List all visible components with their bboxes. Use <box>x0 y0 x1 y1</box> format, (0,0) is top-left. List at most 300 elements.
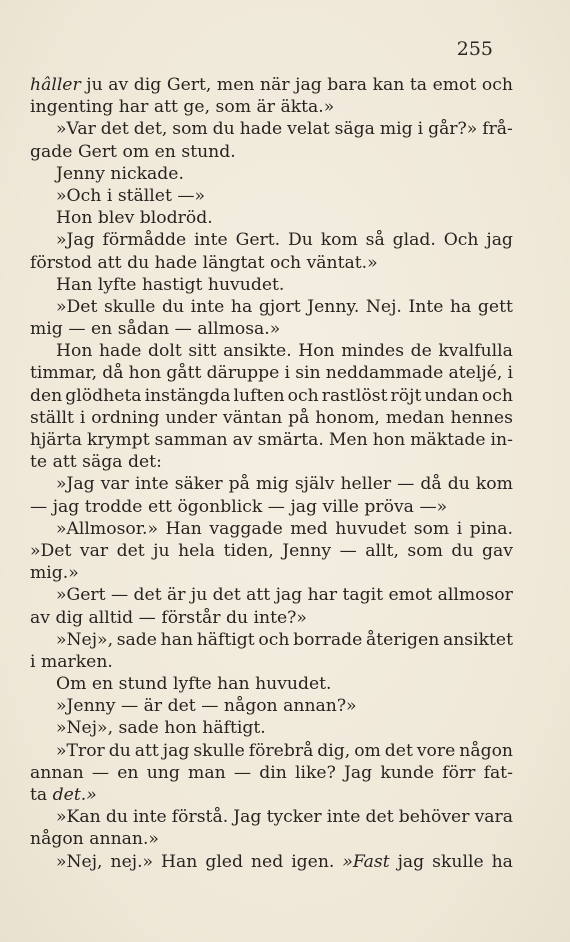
word: inte <box>133 807 167 828</box>
word: mäktade <box>410 430 486 450</box>
word: Hon <box>56 208 93 229</box>
word: han <box>217 674 250 695</box>
text-line <box>30 185 513 207</box>
word: hjärta <box>30 430 83 450</box>
word: Hon <box>56 341 93 362</box>
word: »Tror <box>56 740 105 761</box>
word: blev <box>97 208 135 229</box>
word: förmådde <box>102 230 187 251</box>
word: i <box>284 363 291 384</box>
word: — <box>120 696 139 717</box>
word: vara <box>474 807 513 828</box>
word: röjt <box>390 385 422 406</box>
word: Gert <box>77 141 117 162</box>
word: marken. <box>41 651 113 672</box>
word: någon <box>459 740 513 761</box>
word: sin <box>295 363 321 384</box>
word: förstå. <box>171 807 229 828</box>
word: hela <box>178 540 216 561</box>
word: mig <box>255 474 289 495</box>
word: säker <box>174 474 223 495</box>
word: inte <box>134 474 169 495</box>
word: sade <box>116 629 157 650</box>
word: en <box>154 141 176 162</box>
word: Jenny. <box>307 296 360 317</box>
text-line <box>30 141 513 163</box>
text-line <box>30 851 513 873</box>
word: en <box>91 319 113 340</box>
word: det <box>100 119 129 140</box>
word: heller <box>340 474 392 495</box>
text-line <box>30 740 513 762</box>
word: — <box>91 762 110 783</box>
word: ned <box>250 851 284 872</box>
word: så <box>365 230 385 251</box>
word: pina. <box>469 518 513 539</box>
text-line <box>30 385 513 407</box>
word: en <box>117 762 139 783</box>
word: »Fast <box>342 851 390 872</box>
word: »Det <box>56 296 98 317</box>
text-line <box>30 784 513 806</box>
word: själv <box>294 474 335 495</box>
word: hon <box>372 430 406 450</box>
word: i <box>30 651 36 672</box>
word: huvudet. <box>255 674 332 695</box>
word: han <box>160 629 194 650</box>
word: stund. <box>181 141 236 162</box>
word: frå- <box>482 119 513 140</box>
word: kvalfulla <box>438 341 513 362</box>
word: like? <box>295 762 336 783</box>
word: förebrå <box>248 740 314 761</box>
word: då <box>420 474 442 495</box>
word: »Jenny <box>56 696 116 717</box>
word: — <box>267 496 285 517</box>
word: »Allmosor.» <box>56 518 159 539</box>
word: förstod <box>30 252 93 273</box>
word: hade <box>239 119 283 140</box>
word: under <box>165 407 217 428</box>
word: dig <box>55 607 83 628</box>
word: dig, <box>317 740 351 761</box>
word: som <box>413 518 450 539</box>
text-line <box>30 673 513 695</box>
word: på <box>288 407 310 428</box>
word: huvudet <box>335 518 407 539</box>
word: Jenny <box>282 540 332 561</box>
text-line <box>30 762 513 784</box>
word: och <box>258 629 290 650</box>
word: det <box>167 696 196 717</box>
word: annan.» <box>89 829 159 850</box>
text-line <box>30 629 513 651</box>
word: »Gert <box>56 585 106 606</box>
word: du <box>127 252 150 273</box>
word: glödheta <box>65 385 142 406</box>
word: i <box>417 119 424 140</box>
word: häftigt. <box>202 718 266 739</box>
word: är <box>256 97 275 118</box>
word: din <box>259 762 287 783</box>
word: ha <box>449 296 472 317</box>
word: Jag <box>233 807 262 828</box>
word: men <box>216 75 255 95</box>
word: hon <box>164 718 197 739</box>
word: kom <box>320 230 358 251</box>
word: stället <box>117 185 172 206</box>
word: var <box>79 540 109 561</box>
word: honom, <box>315 407 380 428</box>
word: i <box>106 185 113 206</box>
word: hade <box>98 341 142 362</box>
page-number: 255 <box>456 38 493 60</box>
word: — <box>30 496 48 517</box>
word: gjort <box>258 296 301 317</box>
text-line <box>30 651 513 673</box>
text-line <box>30 96 513 118</box>
word: vore <box>416 740 456 761</box>
word: skulle <box>432 851 484 872</box>
text-line <box>30 340 513 362</box>
word: ju <box>86 75 103 95</box>
word: kan <box>372 75 405 95</box>
word: ju <box>153 540 170 561</box>
word: smärta. <box>257 430 324 450</box>
word: förstår <box>161 607 221 628</box>
word: ögonblick <box>177 496 263 517</box>
word: krympt <box>87 430 150 450</box>
word: Han <box>56 274 93 295</box>
word: en <box>91 674 114 695</box>
word: sitt <box>188 341 217 362</box>
word: vaggade <box>209 518 283 539</box>
text-line <box>30 806 513 828</box>
word: —» <box>177 185 206 206</box>
word: det <box>116 540 145 561</box>
word: du <box>162 296 185 317</box>
word: och <box>481 75 513 95</box>
word: ordning <box>91 407 160 428</box>
word: luften <box>233 385 285 406</box>
word: ville <box>322 496 359 517</box>
text-line <box>30 407 513 429</box>
word: ung <box>146 762 180 783</box>
word: att <box>246 585 271 606</box>
word: har <box>118 97 149 118</box>
text-line <box>30 717 513 739</box>
word: inte?» <box>253 607 307 628</box>
word: — <box>174 319 192 340</box>
word: du <box>108 740 131 761</box>
text-line <box>30 562 513 584</box>
word: Du <box>287 230 313 251</box>
text-line <box>30 540 513 562</box>
word: — <box>68 319 86 340</box>
word: fat- <box>483 762 513 783</box>
word: ingenting <box>30 97 114 118</box>
word: någon <box>30 829 84 850</box>
word: gade <box>30 141 73 162</box>
word: du <box>447 474 470 495</box>
word: ateljé, <box>448 363 503 384</box>
word: dolt <box>148 341 182 362</box>
word: var <box>100 474 129 495</box>
word: Inte <box>408 296 444 317</box>
word: lyfte <box>173 674 212 695</box>
word: rastlöst <box>321 385 388 406</box>
word: in- <box>490 430 513 450</box>
text-line <box>30 74 513 96</box>
word: det: <box>127 452 162 473</box>
text-line <box>30 473 513 495</box>
word: »Jag <box>56 474 95 495</box>
word: mindes <box>341 341 405 362</box>
text-line <box>30 229 513 251</box>
text-line <box>30 274 513 296</box>
word: ha <box>491 851 513 872</box>
word: jag <box>290 496 318 517</box>
word: — <box>339 540 357 561</box>
text-line <box>30 518 513 540</box>
word: som <box>215 97 252 118</box>
word: »Jag <box>56 230 95 251</box>
word: i <box>79 407 86 428</box>
word: nickade. <box>110 163 184 184</box>
word: du <box>105 807 128 828</box>
word: på <box>228 474 250 495</box>
word: som <box>172 119 208 140</box>
word: det <box>133 585 162 606</box>
word: det, <box>133 119 168 140</box>
text-line <box>30 362 513 384</box>
word: jag <box>486 230 513 251</box>
text-line <box>30 584 513 606</box>
word: samman <box>154 430 228 450</box>
word: hâller <box>30 75 81 95</box>
word: gled <box>205 851 243 872</box>
word: det <box>365 807 394 828</box>
word: instängda <box>144 385 231 406</box>
word: Om <box>56 674 87 695</box>
word: emot <box>432 75 477 95</box>
word: väntat.» <box>306 252 378 273</box>
word: »Det <box>30 540 72 561</box>
word: hon <box>128 363 162 384</box>
word: ansikte. <box>223 341 292 362</box>
word: alltid <box>88 607 134 628</box>
word: »Nej, <box>56 851 103 872</box>
word: av <box>232 430 253 450</box>
word: ställt <box>30 407 74 428</box>
word: av <box>30 607 50 628</box>
word: återigen <box>365 629 440 650</box>
word: »Var <box>56 119 96 140</box>
word: förr <box>442 762 476 783</box>
word: är <box>167 585 186 606</box>
word: allmosor <box>437 585 513 606</box>
word: — <box>138 607 156 628</box>
word: trodde <box>84 496 143 517</box>
word: jag <box>397 851 425 872</box>
text-line <box>30 207 513 229</box>
word: timmar, <box>30 363 98 384</box>
word: sådan <box>117 319 170 340</box>
word: hastigt <box>141 274 203 295</box>
word: skulle <box>103 296 156 317</box>
word: inte <box>190 296 225 317</box>
word: jag <box>52 496 80 517</box>
word: »Nej», <box>56 718 114 739</box>
word: Nej. <box>365 296 402 317</box>
text-line <box>30 163 513 185</box>
word: är <box>143 696 163 717</box>
word: och <box>270 252 302 273</box>
text-line <box>30 496 513 518</box>
word: som <box>407 540 443 561</box>
word: då <box>102 363 124 384</box>
word: jag <box>295 75 322 95</box>
word: mig <box>379 119 413 140</box>
word: de <box>410 341 432 362</box>
word: den <box>30 385 63 406</box>
word: hade <box>154 252 198 273</box>
word: kunde <box>380 762 435 783</box>
word: däruppe <box>206 363 280 384</box>
word: du <box>212 119 235 140</box>
word: ta <box>409 75 428 95</box>
word: att <box>134 740 159 761</box>
word: att <box>153 97 178 118</box>
word: annan?» <box>283 696 357 717</box>
word: när <box>260 75 290 95</box>
word: gett <box>477 296 513 317</box>
word: det.» <box>52 785 97 805</box>
word: te <box>30 452 48 473</box>
word: pröva <box>364 496 414 517</box>
word: om <box>354 740 381 761</box>
word: i <box>507 363 513 384</box>
word: blodröd. <box>139 208 213 229</box>
word: kom <box>475 474 513 495</box>
word: i <box>456 518 463 539</box>
word: säga <box>334 119 375 140</box>
word: emot <box>388 585 433 606</box>
word: att <box>97 252 122 273</box>
word: Men <box>328 430 368 450</box>
word: gav <box>481 540 513 561</box>
word: det <box>212 585 241 606</box>
text-line <box>30 318 513 340</box>
word: du <box>225 607 249 628</box>
word: väntan <box>222 407 283 428</box>
text-line <box>30 429 513 451</box>
word: —» <box>419 496 448 517</box>
word: häftigt <box>196 629 255 650</box>
text-line <box>30 451 513 473</box>
word: undan <box>424 385 479 406</box>
word: inte <box>194 230 228 251</box>
word: äkta.» <box>280 97 335 118</box>
word: Gert, <box>166 75 212 95</box>
word: säga <box>82 452 123 473</box>
word: ansiktet <box>442 629 513 650</box>
word: jag <box>275 585 303 606</box>
word: tagit <box>342 585 384 606</box>
word: mig.» <box>30 563 79 584</box>
word: stund <box>118 674 168 695</box>
text-line <box>30 695 513 717</box>
word: och <box>481 385 513 406</box>
word: det <box>384 740 413 761</box>
word: behöver <box>398 807 470 828</box>
text-line <box>30 118 513 140</box>
text-line <box>30 252 513 274</box>
word: annan <box>30 762 84 783</box>
word: du <box>451 540 474 561</box>
word: att <box>52 452 77 473</box>
body-text <box>30 74 513 873</box>
word: glad. <box>392 230 436 251</box>
word: ge, <box>183 97 211 118</box>
word: lyfte <box>97 274 137 295</box>
word: med <box>290 518 328 539</box>
word: någon <box>223 696 278 717</box>
word: Och <box>443 230 479 251</box>
word: av <box>108 75 129 95</box>
text-line <box>30 828 513 850</box>
word: — <box>201 696 219 717</box>
word: — <box>233 762 252 783</box>
word: tiden, <box>223 540 274 561</box>
text-line <box>30 607 513 629</box>
word: »Och <box>56 185 102 206</box>
word: ta <box>30 785 48 805</box>
word: Jag <box>343 762 373 783</box>
word: medan <box>385 407 445 428</box>
word: allt, <box>365 540 399 561</box>
word: Han <box>165 518 202 539</box>
word: om <box>122 141 150 162</box>
word: man <box>188 762 226 783</box>
word: gått <box>166 363 202 384</box>
word: bara <box>327 75 367 95</box>
word: neddammade <box>325 363 444 384</box>
word: dig <box>133 75 162 95</box>
word: jag <box>162 740 190 761</box>
word: går?» <box>428 119 478 140</box>
word: huvudet. <box>207 274 285 295</box>
word: Jenny <box>56 163 105 184</box>
word: längtat <box>202 252 265 273</box>
word: Hon <box>298 341 335 362</box>
word: hennes <box>450 407 513 428</box>
word: ju <box>190 585 208 606</box>
word: har <box>307 585 338 606</box>
word: — <box>397 474 415 495</box>
word: inte <box>326 807 361 828</box>
word: och <box>287 385 319 406</box>
word: velat <box>287 119 330 140</box>
text-line <box>30 296 513 318</box>
word: Gert. <box>235 230 281 251</box>
word: skulle <box>193 740 245 761</box>
word: tycker <box>266 807 322 828</box>
word: ett <box>147 496 172 517</box>
word: igen. <box>291 851 335 872</box>
word: sade <box>118 718 159 739</box>
word: nej.» <box>110 851 154 872</box>
